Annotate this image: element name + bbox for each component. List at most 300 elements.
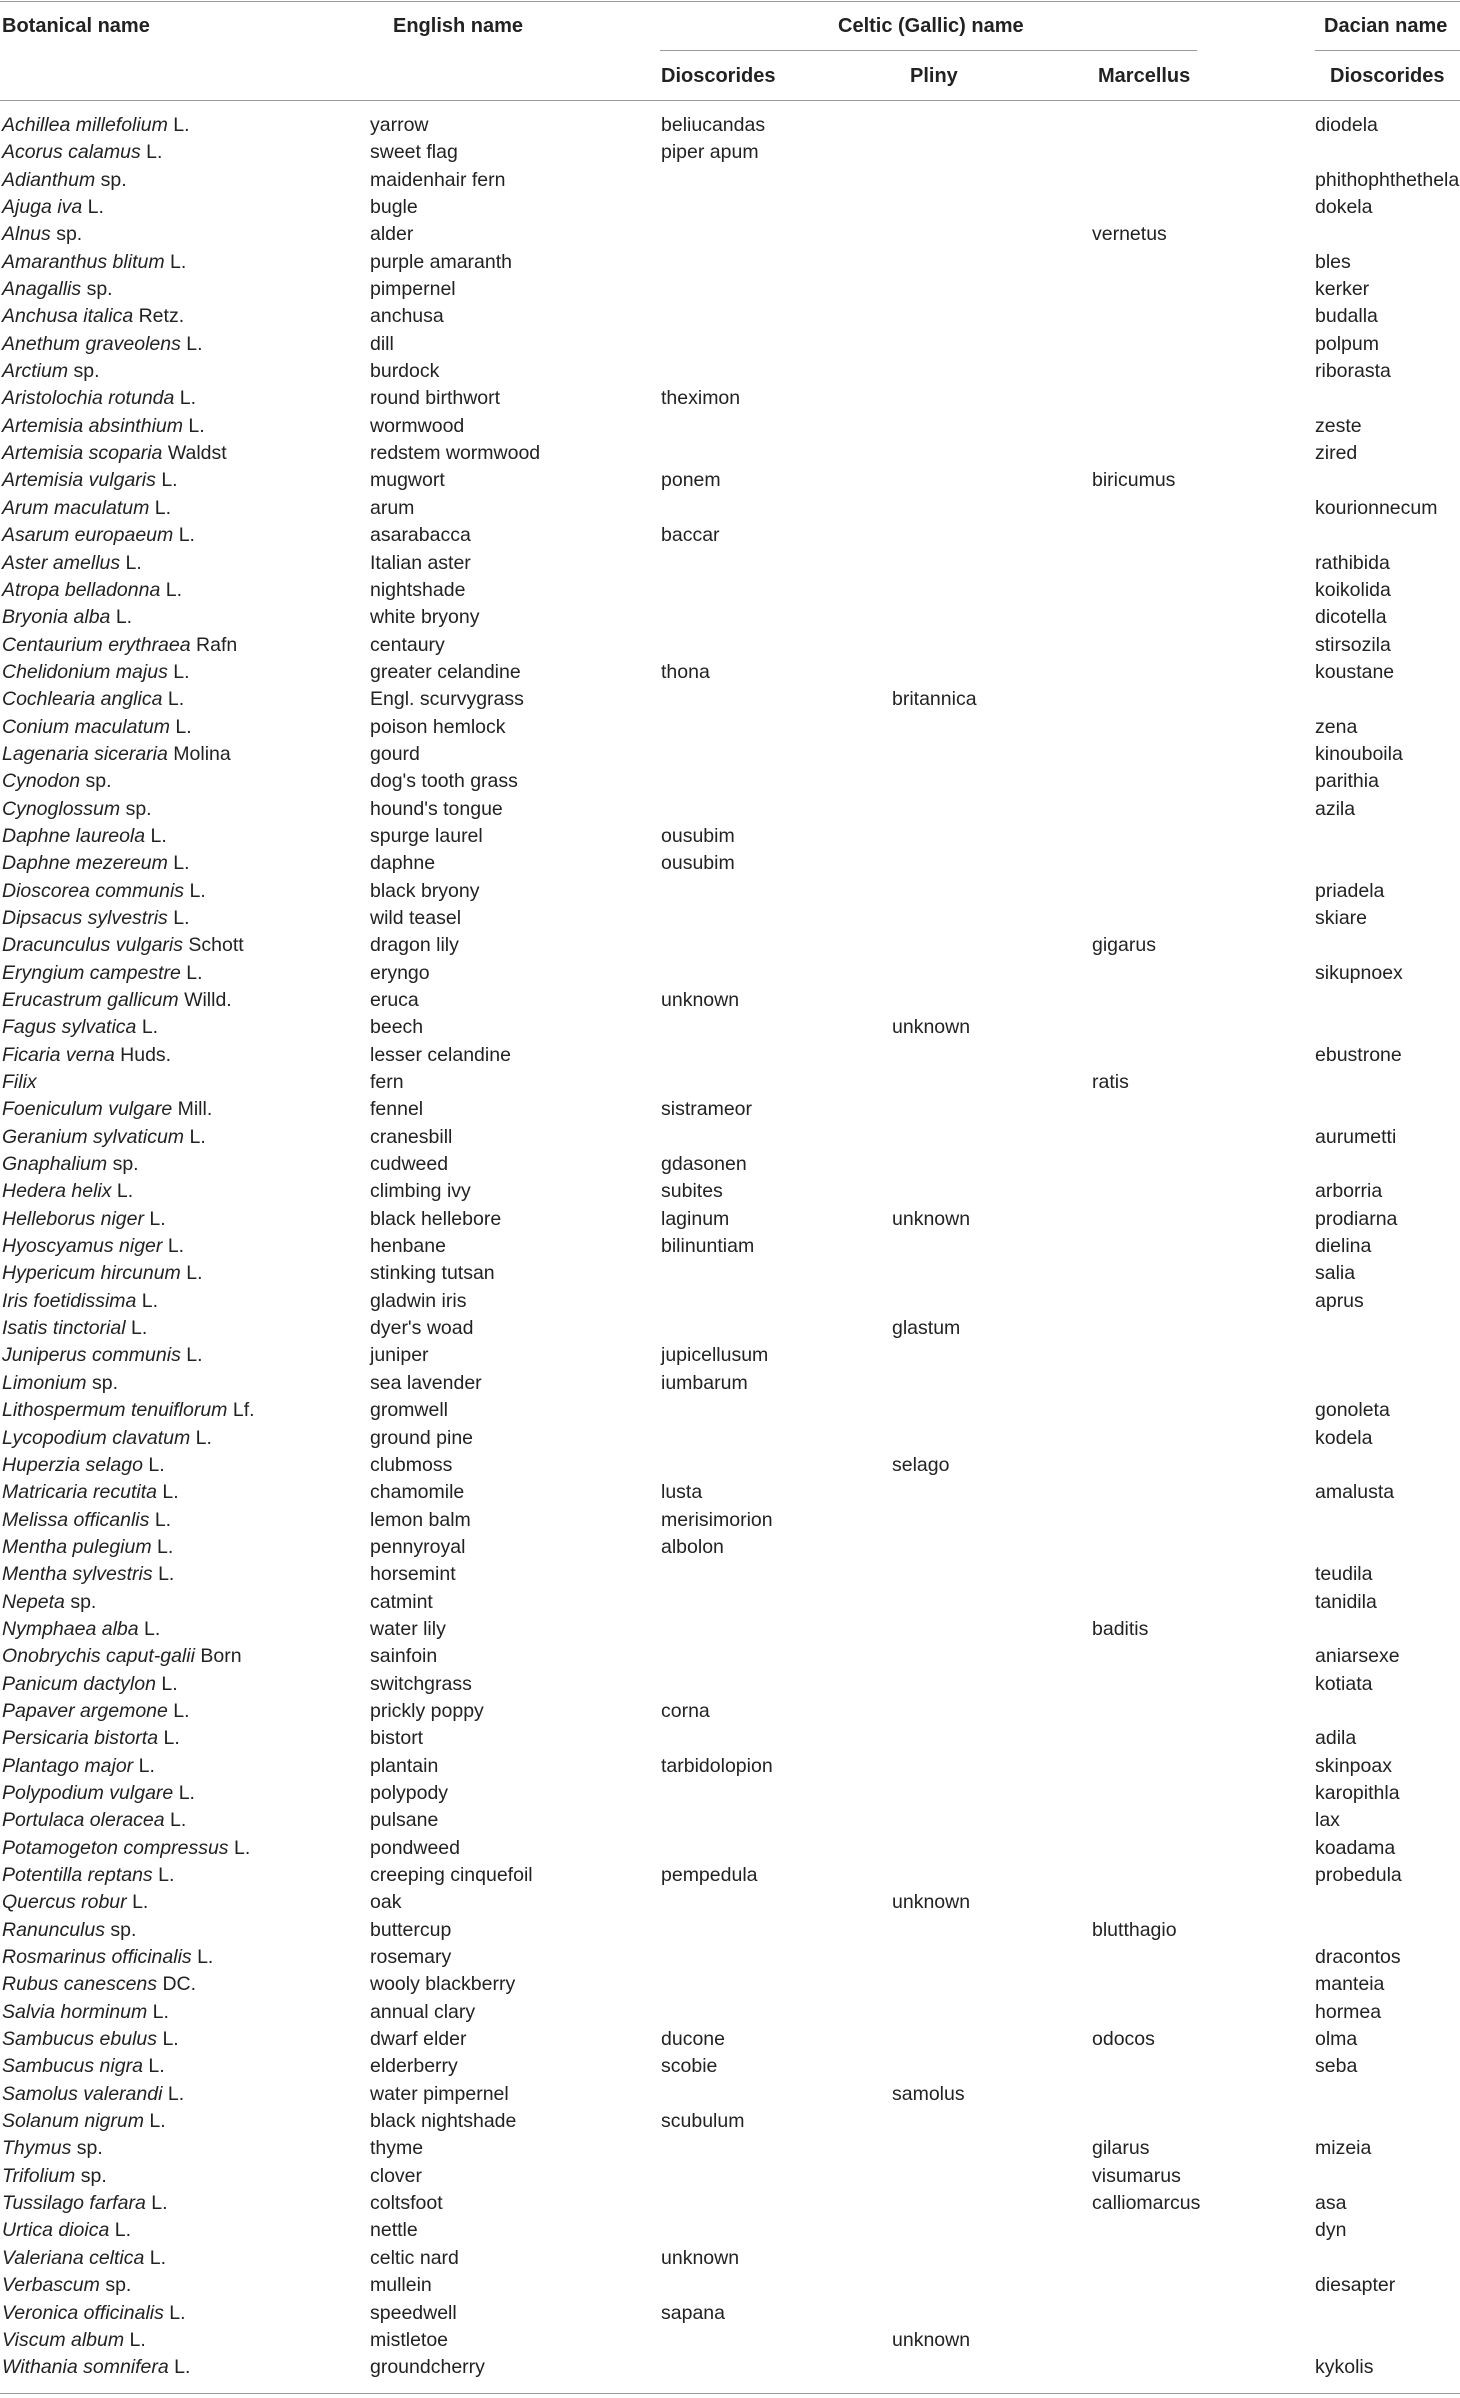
table-row [0, 2135, 1460, 2162]
author-abbrev: L. [150, 824, 167, 847]
author-abbrev: L. [189, 879, 206, 902]
table-row [0, 1889, 1460, 1916]
genus-species: Chelidonium majus [2, 660, 168, 683]
genus-species: Dioscorea communis [2, 879, 185, 902]
table-row [0, 823, 1460, 850]
table-row [0, 987, 1460, 1014]
celtic-dioscorides-cell: piper apum [661, 141, 759, 164]
english-name-cell: spurge laurel [370, 824, 483, 847]
celtic-marcellus-cell: gigarus [1092, 934, 1156, 957]
celtic-pliny-cell: unknown [892, 1016, 971, 1039]
genus-species: Achillea millefolium [2, 114, 168, 136]
author-abbrev: L. [188, 414, 205, 437]
table-row [0, 632, 1460, 659]
table-row [0, 577, 1460, 604]
dacian-dioscorides-cell: riborasta [1315, 360, 1391, 383]
dacian-dioscorides-cell: azila [1315, 797, 1356, 820]
author-abbrev: L. [189, 1125, 206, 1148]
dacian-dioscorides-cell: asa [1315, 2192, 1347, 2215]
genus-species: Trifolium [2, 2164, 76, 2187]
top-rule [0, 1, 1460, 2]
dacian-dioscorides-cell: zena [1315, 715, 1358, 738]
english-name-cell: gourd [370, 742, 420, 765]
celtic-dioscorides-cell: sapana [661, 2301, 725, 2324]
english-name-cell: daphne [370, 852, 436, 875]
english-name-cell: henbane [370, 1235, 446, 1258]
table-row [0, 1124, 1460, 1151]
genus-species: Geranium sylvaticum [2, 1125, 185, 1148]
genus-species: Hedera helix [2, 1180, 112, 1203]
dacian-dioscorides-cell: kourionnecum [1315, 496, 1438, 519]
dacian-dioscorides-cell: stirsozila [1315, 633, 1391, 656]
english-name-cell: chamomile [370, 1481, 465, 1504]
botanical-name-cell [2, 1260, 203, 1287]
table-row [0, 1698, 1460, 1725]
table-row [0, 796, 1460, 823]
english-name-cell: gladwin iris [370, 1289, 467, 1312]
english-name-cell: yarrow [370, 114, 429, 136]
author-abbrev: L. [144, 1617, 161, 1640]
table-row [0, 1397, 1460, 1424]
table-row [0, 878, 1460, 905]
table-row [0, 1260, 1460, 1287]
table-row [0, 932, 1460, 959]
genus-species: Acorus calamus [2, 141, 141, 164]
english-name-cell: clover [370, 2164, 423, 2187]
botanical-name-cell [2, 495, 171, 522]
table-row [0, 1042, 1460, 1069]
dacian-dioscorides-cell: mizeia [1315, 2137, 1372, 2160]
english-name-cell: stinking tutsan [370, 1262, 495, 1285]
genus-species: Rubus canescens [2, 1973, 158, 1996]
genus-species: Cynoglossum [2, 797, 121, 820]
author-abbrev: L. [115, 606, 133, 629]
botanical-name-cell [2, 823, 167, 850]
english-name-cell: cranesbill [370, 1125, 453, 1148]
author-abbrev: L. [149, 2246, 167, 2269]
botanical-name-cell [2, 2354, 190, 2381]
header-botanical-name: Botanical name [2, 15, 150, 37]
botanical-name-cell [2, 1616, 160, 1643]
celtic-pliny-cell: selago [892, 1453, 950, 1476]
genus-species: Hyoscyamus niger [2, 1235, 163, 1258]
english-name-cell: clubmoss [370, 1453, 453, 1476]
table-row [0, 1862, 1460, 1889]
table-row [0, 1999, 1460, 2026]
table-row [0, 276, 1460, 303]
genus-species: Papaver argemone [2, 1699, 168, 1722]
dacian-dioscorides-cell: sikupnoex [1315, 961, 1403, 984]
botanical-name-cell [2, 1288, 158, 1315]
botanical-name-cell [2, 2217, 131, 2244]
dacian-dioscorides-cell: hormea [1315, 2000, 1382, 2023]
botanical-name-cell [2, 2245, 166, 2272]
botanical-name-cell [2, 2108, 166, 2135]
dacian-dioscorides-cell: kodela [1315, 1426, 1373, 1449]
botanical-name-cell [2, 1069, 37, 1096]
english-name-cell: speedwell [370, 2301, 457, 2324]
table-row [0, 2245, 1460, 2272]
english-name-cell: polypody [370, 1781, 449, 1804]
author-abbrev: L. [165, 578, 182, 601]
dacian-dioscorides-cell: dielina [1315, 1235, 1372, 1258]
table-body [0, 112, 1460, 2382]
genus-species: Bryonia alba [2, 606, 111, 629]
dacian-dioscorides-cell: aurumetti [1315, 1125, 1397, 1148]
genus-species: Veronica officinalis [2, 2301, 164, 2324]
english-name-cell: eryngo [370, 961, 430, 984]
english-name-cell: lesser celandine [370, 1043, 511, 1066]
bottom-rule [0, 2393, 1460, 2394]
celtic-dioscorides-cell: gdasonen [661, 1153, 747, 1176]
dacian-dioscorides-cell: seba [1315, 2055, 1358, 2078]
genus-species: Conium maculatum [2, 715, 170, 738]
botanical-name-cell [2, 1561, 174, 1588]
english-name-cell: gromwell [370, 1399, 449, 1422]
genus-species: Panicum dactylon [2, 1672, 156, 1695]
english-name-cell: anchusa [370, 305, 444, 328]
english-name-cell: coltsfoot [370, 2192, 443, 2215]
author-abbrev: Waldst [167, 442, 227, 465]
table-row [0, 741, 1460, 768]
dacian-dioscorides-cell: zeste [1315, 414, 1362, 437]
author-abbrev: L. [130, 1317, 148, 1340]
table-row [0, 167, 1460, 194]
author-abbrev: L. [233, 1836, 251, 1859]
celtic-pliny-cell: unknown [892, 1207, 971, 1230]
botanical-name-cell [2, 1862, 174, 1889]
dacian-dioscorides-cell: diodela [1315, 114, 1378, 136]
author-abbrev: L. [149, 1207, 166, 1230]
english-name-cell: cudweed [370, 1153, 449, 1176]
celtic-dioscorides-cell: thona [661, 660, 710, 683]
table-row [0, 686, 1460, 713]
celtic-dioscorides-cell: bilinuntiam [661, 1235, 755, 1258]
table-row [0, 1725, 1460, 1752]
botanical-name-cell [2, 1452, 165, 1479]
botanical-name-cell [2, 440, 227, 467]
author-abbrev: L. [173, 114, 190, 136]
table-row [0, 1507, 1460, 1534]
genus-species: Verbascum [2, 2274, 100, 2297]
author-abbrev: sp. [70, 1590, 97, 1613]
genus-species: Isatis tinctorial [2, 1317, 126, 1340]
genus-species: Potentilla reptans [2, 1864, 153, 1886]
celtic-dioscorides-cell: scubulum [661, 2110, 745, 2133]
table-row [0, 2081, 1460, 2108]
english-name-cell: fern [370, 1071, 404, 1094]
dacian-dioscorides-cell: olma [1315, 2028, 1358, 2051]
table-row [0, 2327, 1460, 2354]
english-name-cell: bistort [370, 1727, 424, 1750]
botanical-name-cell [2, 2026, 179, 2053]
genus-species: Quercus robur [2, 1891, 127, 1914]
dacian-dioscorides-cell: koikolida [1315, 578, 1391, 601]
header-celtic-name: Celtic (Gallic) name [838, 15, 1024, 37]
genus-species: Anchusa italica [2, 305, 134, 328]
english-name-cell: centaury [370, 633, 445, 656]
botanical-name-cell [2, 167, 127, 194]
genus-species: Centaurium erythraea [2, 633, 191, 656]
dacian-dioscorides-cell: kerker [1315, 278, 1370, 301]
english-name-cell: Italian aster [370, 551, 471, 574]
genus-species: Artemisia scoparia [2, 442, 163, 465]
author-abbrev: L. [132, 1891, 149, 1914]
celtic-dioscorides-cell: iumbarum [661, 1371, 748, 1394]
botanical-name-cell [2, 1589, 96, 1616]
botanical-name-cell [2, 987, 232, 1014]
celtic-dioscorides-cell: unknown [661, 989, 740, 1011]
english-name-cell: creeping cinquefoil [370, 1864, 533, 1886]
author-abbrev: L. [146, 141, 163, 164]
genus-species: Adianthum [2, 168, 96, 191]
table-row [0, 1534, 1460, 1561]
genus-species: Ficaria verna [2, 1043, 115, 1066]
dacian-dioscorides-cell: kinouboila [1315, 742, 1403, 765]
english-name-cell: fennel [370, 1098, 424, 1121]
table-row [0, 385, 1460, 412]
genus-species: Daphne laureola [2, 824, 146, 847]
header-bottom-rule [0, 100, 1460, 101]
botanical-name-cell [2, 1425, 212, 1452]
dacian-dioscorides-cell: priadela [1315, 879, 1385, 902]
genus-species: Limonium [2, 1371, 87, 1394]
table-row [0, 659, 1460, 686]
dacian-dioscorides-cell: koadama [1315, 1836, 1396, 1859]
table-row [0, 1315, 1460, 1342]
botanical-name-cell [2, 577, 182, 604]
table-row [0, 194, 1460, 221]
table-row [0, 1616, 1460, 1643]
author-abbrev: sp. [80, 2164, 107, 2187]
botanical-name-cell [2, 714, 192, 741]
genus-species: Mentha sylvestris [2, 1563, 153, 1586]
celtic-dioscorides-cell: pempedula [661, 1864, 758, 1886]
genus-species: Ajuga iva [2, 196, 83, 219]
botanical-name-cell [2, 1753, 155, 1780]
table-row [0, 1561, 1460, 1588]
author-abbrev: L. [170, 250, 187, 273]
dacian-dioscorides-cell: budalla [1315, 305, 1378, 328]
dacian-dioscorides-cell: karopithla [1315, 1781, 1400, 1804]
author-abbrev: L. [154, 1508, 172, 1531]
english-name-cell: Engl. scurvygrass [370, 688, 524, 711]
english-name-cell: lemon balm [370, 1508, 471, 1531]
english-name-cell: black nightshade [370, 2110, 517, 2133]
table-row [0, 139, 1460, 166]
celtic-dioscorides-cell: ousubim [661, 852, 735, 875]
genus-species: Erucastrum gallicum [2, 989, 179, 1011]
genus-species: Tussilago farfara [2, 2192, 146, 2215]
celtic-pliny-cell: unknown [892, 2328, 971, 2351]
botanical-name-cell [2, 1835, 250, 1862]
author-abbrev: Molina [173, 742, 231, 765]
english-name-cell: black hellebore [370, 1207, 502, 1230]
author-abbrev: L. [148, 2055, 165, 2078]
botanical-name-cell [2, 1370, 118, 1397]
botanical-name-cell [2, 194, 104, 221]
table-row [0, 1206, 1460, 1233]
english-name-cell: alder [370, 223, 414, 246]
dacian-dioscorides-cell: amalusta [1315, 1481, 1395, 1504]
english-name-cell: dwarf elder [370, 2028, 467, 2051]
dacian-dioscorides-cell: lax [1315, 1809, 1340, 1832]
dacian-dioscorides-cell: phithophthethela [1315, 168, 1460, 191]
celtic-dioscorides-cell: tarbidolopion [661, 1754, 773, 1777]
table-row [0, 1835, 1460, 1862]
author-abbrev: L. [141, 1289, 159, 1312]
botanical-name-cell [2, 303, 184, 330]
botanical-name-cell [2, 385, 196, 412]
genus-species: Ranunculus [2, 1918, 105, 1941]
celtic-marcellus-cell: vernetus [1092, 223, 1167, 246]
subheader-dacian-dioscorides: Dioscorides [1330, 65, 1445, 87]
celtic-dioscorides-cell: lusta [661, 1481, 703, 1504]
english-name-cell: arum [370, 496, 415, 519]
botanical-name-cell [2, 1178, 133, 1205]
header-dacian-name: Dacian name [1324, 15, 1448, 37]
genus-species: Nymphaea alba [2, 1617, 139, 1640]
english-name-cell: pondweed [370, 1836, 460, 1859]
celtic-dioscorides-cell: jupicellusum [661, 1344, 769, 1367]
dacian-dioscorides-cell: aprus [1315, 1289, 1364, 1312]
genus-species: Hypericum hircunum [2, 1262, 181, 1285]
author-abbrev: Mill. [177, 1098, 213, 1121]
author-abbrev: L. [173, 906, 190, 929]
author-abbrev: L. [158, 1563, 175, 1586]
genus-species: Arctium [2, 360, 69, 383]
author-abbrev: Schott [188, 934, 244, 957]
english-name-cell: sea lavender [370, 1371, 482, 1394]
table-row [0, 522, 1460, 549]
celtic-dioscorides-cell: unknown [661, 2246, 740, 2269]
author-abbrev: sp. [105, 2274, 132, 2297]
author-abbrev: L. [161, 469, 178, 492]
author-abbrev: L. [186, 1344, 203, 1367]
english-name-cell: water pimpernel [370, 2082, 509, 2105]
table-row [0, 440, 1460, 467]
author-abbrev: L. [173, 1699, 190, 1722]
dacian-dioscorides-cell: parithia [1315, 770, 1379, 793]
english-name-cell: nettle [370, 2219, 418, 2242]
english-name-cell: wormwood [370, 414, 465, 437]
genus-species: Helleborus niger [2, 1207, 144, 1230]
header-english-name: English name [393, 15, 524, 37]
dacian-dioscorides-cell: adila [1315, 1727, 1357, 1750]
author-abbrev: Huds. [120, 1043, 172, 1066]
botanical-name-cell [2, 932, 244, 959]
celtic-dioscorides-cell: ousubim [661, 824, 735, 847]
english-name-cell: asarabacca [370, 524, 471, 547]
english-name-cell: burdock [370, 360, 440, 383]
botanical-name-cell [2, 1725, 180, 1752]
author-abbrev: L. [195, 1426, 212, 1449]
celtic-group-rule [660, 50, 1197, 51]
subheader-marcellus: Marcellus [1098, 65, 1191, 87]
table-row [0, 358, 1460, 385]
genus-species: Lycopodium clavatum [2, 1426, 191, 1449]
english-name-cell: greater celandine [370, 660, 521, 683]
dacian-dioscorides-cell: dokela [1315, 196, 1373, 219]
dacian-dioscorides-cell: arborria [1315, 1180, 1383, 1203]
author-abbrev: L. [173, 660, 190, 683]
genus-species: Lagenaria siceraria [2, 742, 168, 765]
english-name-cell: thyme [370, 2137, 424, 2160]
english-name-cell: buttercup [370, 1918, 452, 1941]
author-abbrev: L. [162, 2028, 179, 2051]
author-abbrev: DC. [162, 1973, 197, 1996]
author-abbrev: sp. [112, 1153, 139, 1176]
botanical-name-cell [2, 2272, 131, 2299]
table-row [0, 1753, 1460, 1780]
english-name-cell: mistletoe [370, 2328, 449, 2351]
author-abbrev: L. [197, 1946, 214, 1969]
genus-species: Artemisia absinthium [2, 414, 183, 437]
botanical-name-cell [2, 1807, 186, 1834]
author-abbrev: L. [87, 196, 104, 219]
table-row [0, 1807, 1460, 1834]
author-abbrev: L. [152, 2000, 169, 2023]
table-row [0, 1671, 1460, 1698]
celtic-dioscorides-cell: theximon [661, 387, 741, 410]
author-abbrev: L. [186, 961, 203, 984]
author-abbrev: Willd. [184, 989, 232, 1011]
botanical-name-cell [2, 1944, 213, 1971]
genus-species: Cochlearia anglica [2, 688, 163, 711]
genus-species: Salvia horminum [2, 2000, 148, 2023]
botanical-name-cell [2, 2300, 186, 2327]
author-abbrev: L. [148, 1453, 165, 1476]
genus-species: Filix [2, 1071, 37, 1094]
botanical-name-cell [2, 1397, 255, 1424]
dacian-dioscorides-cell: bles [1315, 250, 1351, 273]
table-row [0, 2272, 1460, 2299]
dacian-dioscorides-cell: rathibida [1315, 551, 1390, 574]
english-name-cell: pimpernel [370, 278, 456, 301]
celtic-marcellus-cell: blutthagio [1092, 1918, 1177, 1941]
english-name-cell: dragon lily [370, 934, 459, 957]
botanical-name-cell [2, 850, 190, 877]
author-abbrev: Rafn [196, 633, 238, 656]
dacian-dioscorides-cell: ebustrone [1315, 1043, 1402, 1066]
dacian-dioscorides-cell: polpum [1315, 332, 1379, 355]
dacian-dioscorides-cell: zired [1315, 442, 1358, 465]
author-abbrev: L. [157, 1535, 174, 1558]
dacian-dioscorides-cell: dyn [1315, 2219, 1347, 2242]
english-name-cell: black bryony [370, 879, 480, 902]
table-row [0, 1178, 1460, 1205]
author-abbrev: sp. [86, 278, 113, 301]
botanical-name-cell [2, 604, 132, 631]
genus-species: Persicaria bistorta [2, 1727, 159, 1750]
genus-species: Matricaria recutita [2, 1481, 157, 1504]
celtic-dioscorides-cell: beliucandas [661, 114, 766, 136]
genus-species: Foeniculum vulgare [2, 1098, 173, 1121]
english-name-cell: pennyroyal [370, 1535, 466, 1558]
english-name-cell: white bryony [370, 606, 480, 629]
botanical-name-cell [2, 1124, 206, 1151]
author-abbrev: Retz. [138, 305, 185, 328]
dacian-group-rule [1315, 50, 1460, 51]
genus-species: Samolus valerandi [2, 2082, 163, 2105]
author-abbrev: L. [161, 1672, 178, 1695]
dacian-dioscorides-cell: skinpoax [1315, 1754, 1392, 1777]
table-row [0, 1971, 1460, 1998]
genus-species: Solanum nigrum [2, 2110, 144, 2133]
english-name-cell: dill [370, 332, 394, 355]
botanical-name-cell [2, 1971, 196, 1998]
english-name-cell: groundcherry [370, 2356, 485, 2379]
